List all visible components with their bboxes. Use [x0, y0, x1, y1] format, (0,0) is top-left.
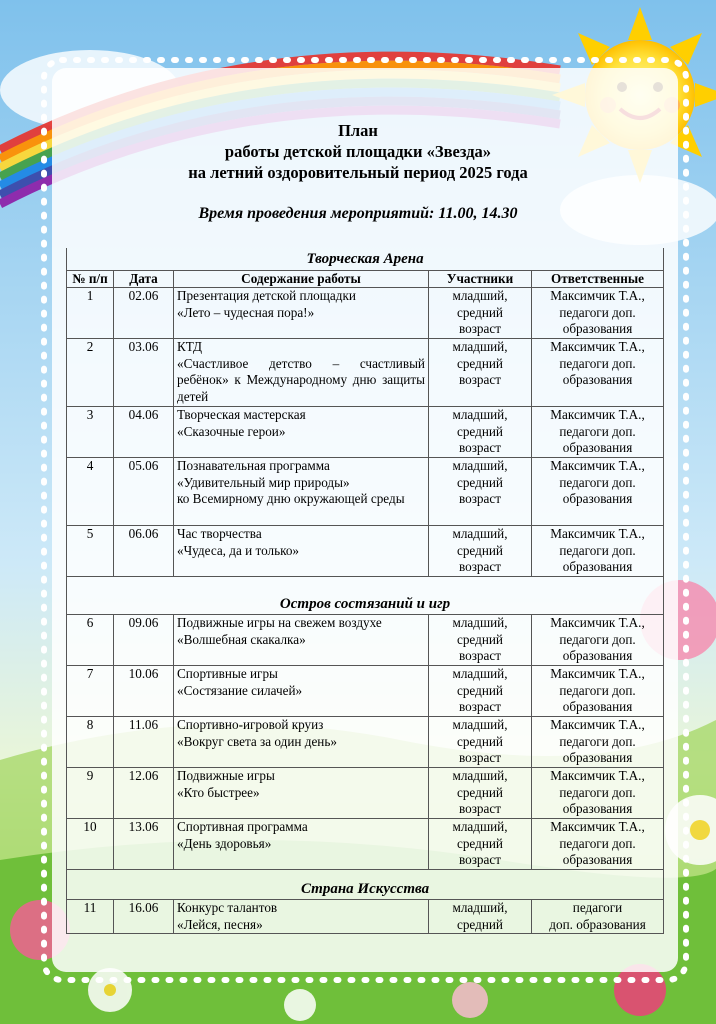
row-participants-line: средний	[456, 631, 503, 647]
row-content	[174, 819, 429, 870]
row-responsible	[532, 615, 664, 666]
row-date: 06.06	[114, 526, 174, 577]
row-participants-line: младший,	[452, 768, 508, 784]
row-participants-line: возраст	[458, 440, 501, 456]
row-content-line: «Лето – чудесная пора!»	[177, 304, 315, 320]
row-content-line: Час творчества	[177, 526, 262, 542]
section-title: Остров состязаний и игр	[67, 577, 664, 615]
row-participants-line: возраст	[458, 801, 501, 817]
row-date: 04.06	[114, 407, 174, 458]
row-content-line: «Лейся, песня»	[177, 916, 263, 932]
row-responsible-line: Максимчик Т.А.,	[550, 615, 645, 631]
row-participants-line: средний	[456, 682, 503, 698]
row-date: 10.06	[114, 666, 174, 717]
row-date: 05.06	[114, 458, 174, 526]
row-responsible	[532, 717, 664, 768]
section-title: Творческая Арена	[67, 248, 664, 270]
row-content-line: «Вокруг света за один день»	[177, 733, 337, 749]
row-responsible-line: доп. образования	[549, 916, 646, 932]
table-row	[67, 615, 664, 666]
row-content-line: «Счастливое детство – счастливый ребёнок» к Международному дню защиты детей	[177, 355, 425, 404]
row-content	[174, 407, 429, 458]
row-participants	[429, 288, 532, 339]
row-responsible-line: педагоги доп.	[559, 835, 636, 851]
row-participants-line: младший,	[452, 407, 508, 423]
row-content-line: Спортивные игры	[177, 666, 278, 682]
row-number: 1	[67, 288, 114, 339]
row-date: 16.06	[114, 900, 174, 934]
row-participants-line: средний	[456, 423, 503, 439]
row-responsible-line: образования	[562, 852, 633, 868]
row-participants-line: средний	[456, 835, 503, 851]
row-content	[174, 768, 429, 819]
col-header-content: Содержание работы	[174, 270, 429, 288]
row-participants-line: младший,	[452, 666, 508, 682]
row-participants-line: возраст	[458, 321, 501, 337]
row-participants-line: средний	[456, 304, 503, 320]
section-header	[67, 577, 664, 615]
row-content-line: Спортивно-игровой круиз	[177, 717, 324, 733]
row-responsible-line: педагоги	[572, 900, 623, 916]
title-line-1: План	[338, 121, 378, 140]
row-responsible-line: педагоги доп.	[559, 355, 636, 371]
row-participants	[429, 339, 532, 407]
row-date: 02.06	[114, 288, 174, 339]
table-row	[67, 288, 664, 339]
row-responsible-line: педагоги доп.	[559, 784, 636, 800]
row-content-line: «Сказочные герои»	[177, 423, 286, 439]
row-content-line: Познавательная программа	[177, 458, 330, 474]
row-number: 5	[67, 526, 114, 577]
row-participants-line: младший,	[452, 819, 508, 835]
table-row	[67, 717, 664, 768]
row-participants	[429, 900, 532, 934]
row-content-line: КТД	[177, 339, 203, 355]
row-responsible-line: педагоги доп.	[559, 542, 636, 558]
row-responsible	[532, 458, 664, 526]
row-responsible-line: образования	[562, 648, 633, 664]
row-participants-line: возраст	[458, 699, 501, 715]
row-number: 2	[67, 339, 114, 407]
row-number: 3	[67, 407, 114, 458]
row-participants-line: средний	[456, 784, 503, 800]
row-responsible-line: образования	[562, 699, 633, 715]
row-responsible-line: Максимчик Т.А.,	[550, 526, 645, 542]
row-participants	[429, 819, 532, 870]
row-participants	[429, 526, 532, 577]
row-responsible-line: образования	[562, 372, 633, 388]
row-participants-line: средний	[456, 474, 503, 490]
row-participants-line: возраст	[458, 559, 501, 575]
row-responsible-line: педагоги доп.	[559, 631, 636, 647]
time-note: Время проведения мероприятий: 11.00, 14.30	[198, 205, 518, 222]
table-row	[67, 900, 664, 934]
row-responsible-line: образования	[562, 801, 633, 817]
row-participants	[429, 458, 532, 526]
row-number: 7	[67, 666, 114, 717]
row-participants	[429, 768, 532, 819]
row-participants-line: младший,	[452, 900, 508, 916]
row-participants-line: младший,	[452, 458, 508, 474]
section-header	[67, 870, 664, 900]
row-responsible-line: Максимчик Т.А.,	[550, 666, 645, 682]
row-participants-line: средний	[456, 355, 503, 371]
row-responsible	[532, 288, 664, 339]
row-responsible-line: Максимчик Т.А.,	[550, 717, 645, 733]
row-responsible-line: Максимчик Т.А.,	[550, 339, 645, 355]
row-responsible	[532, 666, 664, 717]
row-date: 03.06	[114, 339, 174, 407]
title-line-2: работы детской площадки «Звезда»	[224, 142, 492, 161]
row-responsible-line: образования	[562, 321, 633, 337]
row-content-line: Презентация детской площадки	[177, 288, 356, 304]
row-responsible-line: педагоги доп.	[559, 733, 636, 749]
row-participants-line: младший,	[452, 339, 508, 355]
row-participants-line: младший,	[452, 288, 508, 304]
col-header-num: № п/п	[67, 270, 114, 288]
row-content-line: Подвижные игры	[177, 768, 275, 784]
row-responsible-line: образования	[562, 750, 633, 766]
row-content-line: «Волшебная скакалка»	[177, 631, 306, 647]
table-header-row	[67, 270, 664, 288]
row-participants-line: возраст	[458, 491, 501, 507]
row-responsible-line: Максимчик Т.А.,	[550, 407, 645, 423]
row-content-line: ко Всемирному дню окружающей среды	[177, 491, 405, 507]
row-content-line: Спортивная программа	[177, 819, 308, 835]
document-title	[0, 120, 716, 183]
row-content-line: Творческая мастерская	[177, 407, 306, 423]
table-row	[67, 407, 664, 458]
row-participants-line: возраст	[458, 648, 501, 664]
col-header-responsible: Ответственные	[532, 270, 664, 288]
row-date: 11.06	[114, 717, 174, 768]
row-responsible-line: педагоги доп.	[559, 682, 636, 698]
row-content-line: Конкурс талантов	[177, 900, 278, 916]
row-responsible	[532, 819, 664, 870]
row-participants	[429, 407, 532, 458]
row-responsible-line: Максимчик Т.А.,	[550, 819, 645, 835]
row-participants-line: возраст	[458, 372, 501, 388]
row-responsible-line: Максимчик Т.А.,	[550, 768, 645, 784]
row-number: 8	[67, 717, 114, 768]
row-content-line: «Удивительный мир природы»	[177, 474, 350, 490]
row-responsible	[532, 768, 664, 819]
row-date: 12.06	[114, 768, 174, 819]
row-number: 4	[67, 458, 114, 526]
row-number: 11	[67, 900, 114, 934]
row-content	[174, 900, 429, 934]
row-responsible	[532, 339, 664, 407]
section-header	[67, 248, 664, 270]
section-title: Страна Искусства	[67, 870, 664, 900]
row-content-line: «Кто быстрее»	[177, 784, 260, 800]
row-participants	[429, 666, 532, 717]
row-number: 9	[67, 768, 114, 819]
row-date: 09.06	[114, 615, 174, 666]
row-participants-line: возраст	[458, 750, 501, 766]
row-responsible-line: педагоги доп.	[559, 304, 636, 320]
row-content	[174, 526, 429, 577]
row-responsible-line: Максимчик Т.А.,	[550, 288, 645, 304]
row-content	[174, 717, 429, 768]
row-participants-line: средний	[456, 542, 503, 558]
row-date: 13.06	[114, 819, 174, 870]
table-row	[67, 526, 664, 577]
row-responsible-line: Максимчик Т.А.,	[550, 458, 645, 474]
col-header-date: Дата	[114, 270, 174, 288]
row-content	[174, 615, 429, 666]
row-content	[174, 339, 429, 407]
row-content	[174, 666, 429, 717]
table-row	[67, 458, 664, 526]
row-participants-line: средний	[456, 733, 503, 749]
row-content-line: «Чудеса, да и только»	[177, 542, 300, 558]
row-responsible	[532, 407, 664, 458]
row-responsible-line: образования	[562, 559, 633, 575]
row-participants-line: младший,	[452, 615, 508, 631]
row-participants	[429, 717, 532, 768]
row-content-line: Подвижные игры на свежем воздухе	[177, 615, 382, 631]
table-row	[67, 768, 664, 819]
row-responsible	[532, 900, 664, 934]
row-participants-line: возраст	[458, 852, 501, 868]
row-responsible-line: педагоги доп.	[559, 423, 636, 439]
table-row	[67, 819, 664, 870]
title-line-3: на летний оздоровительный период 2025 года	[188, 163, 528, 182]
row-participants-line: младший,	[452, 526, 508, 542]
row-number: 6	[67, 615, 114, 666]
row-content	[174, 458, 429, 526]
row-responsible-line: педагоги доп.	[559, 474, 636, 490]
row-participants-line: средний	[456, 916, 503, 932]
col-header-participants: Участники	[429, 270, 532, 288]
row-content-line: «День здоровья»	[177, 835, 272, 851]
row-number: 10	[67, 819, 114, 870]
row-content-line: «Состязание силачей»	[177, 682, 303, 698]
row-content	[174, 288, 429, 339]
row-responsible-line: образования	[562, 491, 633, 507]
row-participants-line: младший,	[452, 717, 508, 733]
row-participants	[429, 615, 532, 666]
row-responsible	[532, 526, 664, 577]
table-row	[67, 666, 664, 717]
row-responsible-line: образования	[562, 440, 633, 456]
table-row	[67, 339, 664, 407]
schedule-table	[66, 248, 664, 934]
